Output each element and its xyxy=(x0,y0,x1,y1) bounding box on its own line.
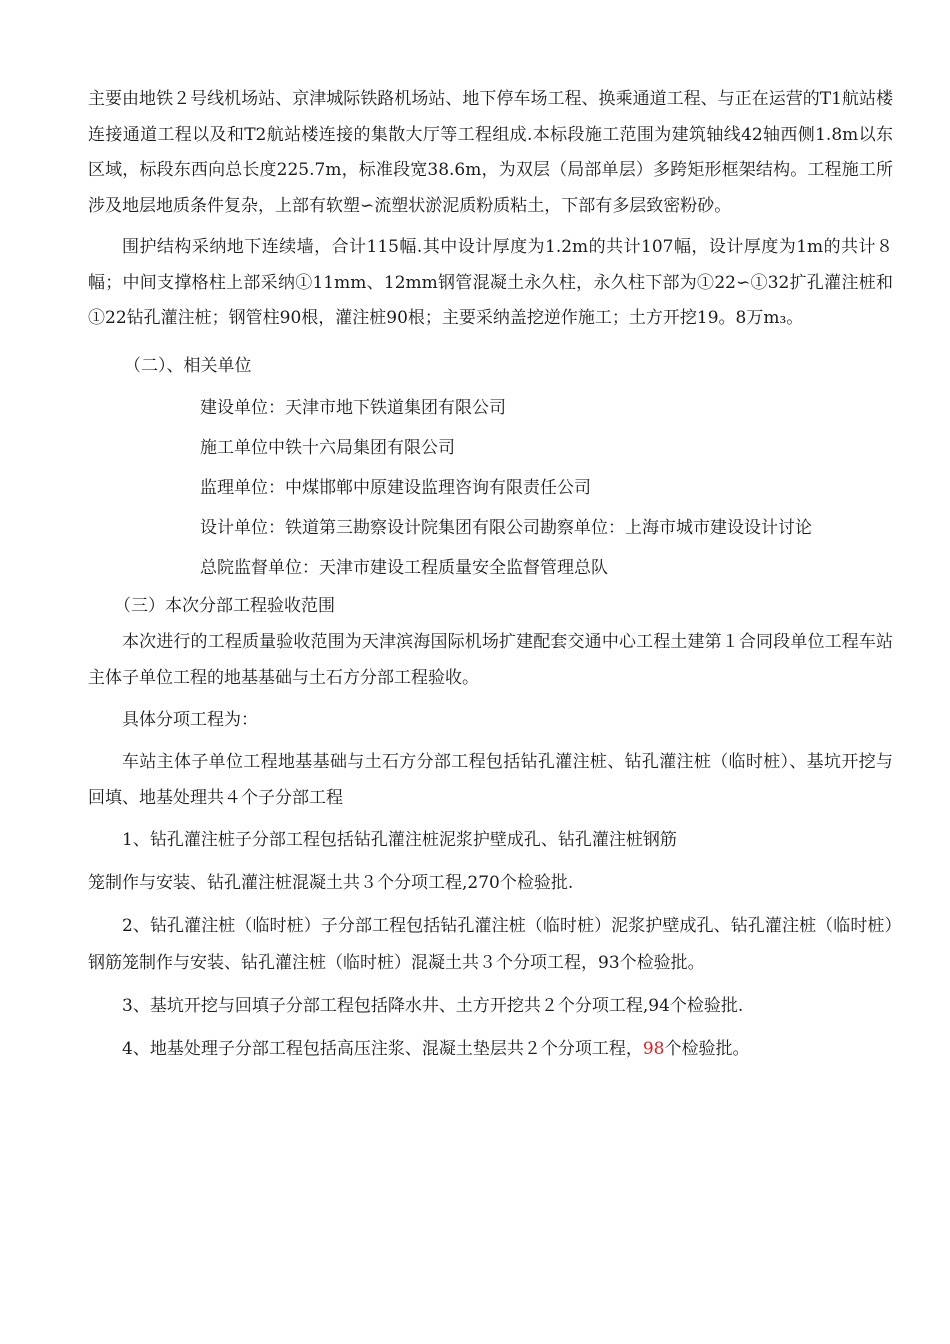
item-4 xyxy=(88,1031,893,1068)
item-4-number: 98 xyxy=(642,1039,665,1059)
construction-unit: 建设单位：天津市地下铁道集团有限公司 xyxy=(200,398,506,418)
section-heading-acceptance-scope: （三）本次分部工程验收范围 xyxy=(114,596,335,616)
scope-paragraph-1: 本次进行的工程质量验收范围为天津滨海国际机场扩建配套交通中心工程土建第１合同段单位工程车站主体子单位工程的地基基础与土石方分部工程验收。 xyxy=(88,632,893,688)
item-1-line-1: 1、钻孔灌注桩子分部工程包括钻孔灌注桩泥浆护壁成孔、钻孔灌注桩钢筋 xyxy=(122,830,677,850)
scope-paragraph-3: 车站主体子单位工程地基基础与土石方分部工程包括钻孔灌注桩、钻孔灌注桩（临时桩）、基坑开挖与回填、地基处理共４个子分部工程 xyxy=(88,752,893,808)
contractor-unit: 施工单位中铁十六局集团有限公司 xyxy=(200,438,455,458)
section-heading-related-units: （二）、相关单位 xyxy=(124,355,252,376)
item-4-suffix: 个检验批。 xyxy=(664,1039,750,1059)
scope-paragraph-2: 具体分项工程为： xyxy=(122,710,258,730)
item-4-prefix: 4、地基处理子分部工程包括高压注浆、混凝土垫层共２个分项工程， xyxy=(122,1039,643,1059)
overview-paragraph-2: 围护结构采纳地下连续墙，合计115幅.其中设计厚度为1.2m的共计107幅，设计厚度为1m的共计８幅；中间支撑格柱上部采纳①11mm、12mm钢管混凝土永久柱，永久柱下部为①22∽①32扩孔灌注桩和①22钻孔灌注桩；钢管柱90根，灌注桩90根；主要采纳盖挖逆作施工；土方开挖19。8万m₃。 xyxy=(88,237,893,328)
item-1-line-2: 笼制作与安装、钻孔灌注桩混凝土共３个分项工程,270个检验批. xyxy=(88,873,574,893)
related-units-list xyxy=(88,388,893,588)
item-3: 3、基坑开挖与回填子分部工程包括降水井、土方开挖共２个分项工程,94个检验批. xyxy=(122,996,744,1016)
monitor-unit: 总院监督单位：天津市建设工程质量安全监督管理总队 xyxy=(200,558,608,578)
overview-paragraph-1: 主要由地铁２号线机场站、京津城际铁路机场站、地下停车场工程、换乘通道工程、与正在运营的T1航站楼连接通道工程以及和T2航站楼连接的集散大厅等工程组成.本标段施工范围为建筑轴线42轴西侧1.8m以东区域，标段东西向总长度225.7m，标准段宽38.6m，为双层（局部单层）多跨矩形框架结构。工程施工所涉及地层地质条件复杂，上部有软塑∽流塑状淤泥质粉质粘土，下部有多层致密粉砂。 xyxy=(88,89,893,216)
design-survey-unit: 设计单位：铁道第三勘察设计院集团有限公司勘察单位：上海市城市建设设计讨论 xyxy=(200,518,812,538)
supervisor-unit: 监理单位：中煤邯郸中原建设监理咨询有限责任公司 xyxy=(200,478,591,498)
document-page xyxy=(88,82,893,1068)
item-2: 2、钻孔灌注桩（临时桩）子分部工程包括钻孔灌注桩（临时桩）泥浆护壁成孔、钻孔灌注桩（临时桩）钢筋笼制作与安装、钻孔灌注桩（临时桩）混凝土共３个分项工程，93个检验批。 xyxy=(88,916,893,973)
